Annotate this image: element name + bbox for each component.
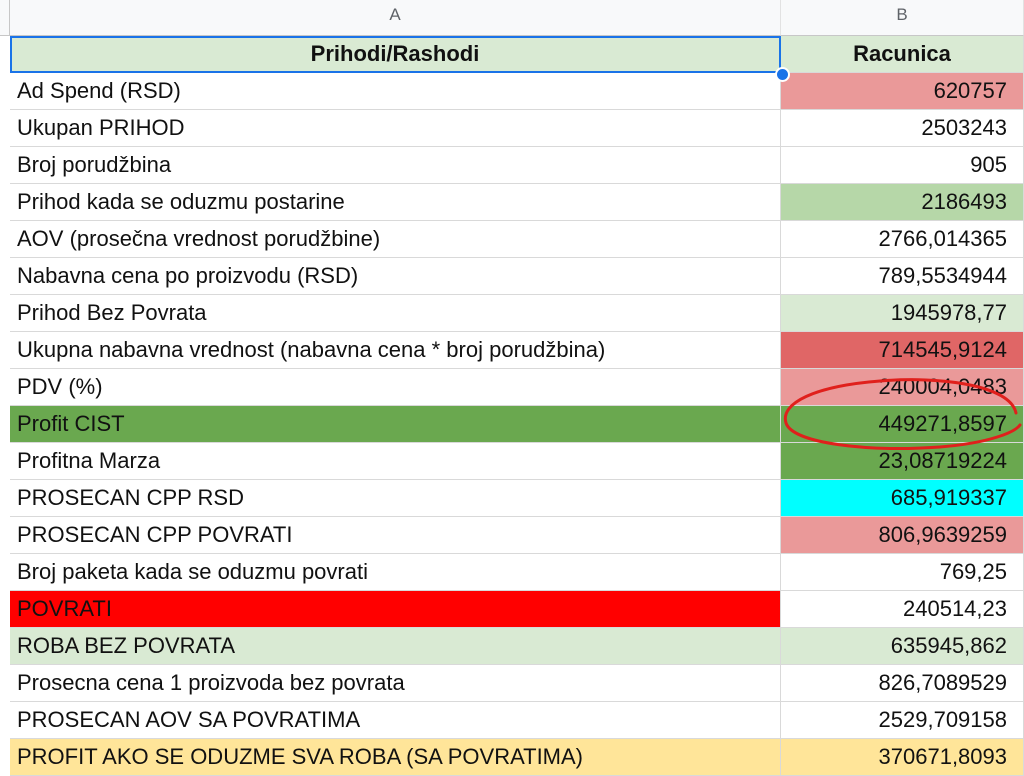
table-row xyxy=(10,406,1024,443)
value-cell[interactable]: 769,25 xyxy=(781,554,1024,591)
table-row xyxy=(10,332,1024,369)
label-cell[interactable]: Broj porudžbina xyxy=(10,147,781,184)
table-row xyxy=(10,258,1024,295)
label-cell[interactable]: Prihod kada se oduzmu postarine xyxy=(10,184,781,221)
value-cell[interactable]: 905 xyxy=(781,147,1024,184)
value-cell[interactable]: 2766,014365 xyxy=(781,221,1024,258)
label-cell[interactable]: PROFIT AKO SE ODUZME SVA ROBA (SA POVRATIMA) xyxy=(10,739,781,776)
table-row xyxy=(10,517,1024,554)
label-cell[interactable]: Prosecna cena 1 proizvoda bez povrata xyxy=(10,665,781,702)
header-row xyxy=(10,36,1024,73)
value-cell[interactable]: 806,9639259 xyxy=(781,517,1024,554)
value-cell[interactable]: 714545,9124 xyxy=(781,332,1024,369)
label-cell[interactable]: PROSECAN AOV SA POVRATIMA xyxy=(10,702,781,739)
label-cell[interactable]: PROSECAN CPP RSD xyxy=(10,480,781,517)
label-cell[interactable]: AOV (prosečna vrednost porudžbine) xyxy=(10,221,781,258)
label-cell[interactable]: Ad Spend (RSD) xyxy=(10,73,781,110)
header-cell-racunica[interactable]: Racunica xyxy=(781,36,1024,73)
label-cell[interactable]: Nabavna cena po proizvodu (RSD) xyxy=(10,258,781,295)
table-row xyxy=(10,73,1024,110)
table-row xyxy=(10,554,1024,591)
value-cell[interactable]: 685,919337 xyxy=(781,480,1024,517)
label-cell[interactable]: Prihod Bez Povrata xyxy=(10,295,781,332)
label-cell[interactable]: Profitna Marza xyxy=(10,443,781,480)
table-row xyxy=(10,591,1024,628)
label-cell[interactable]: Ukupan PRIHOD xyxy=(10,110,781,147)
table-row xyxy=(10,369,1024,406)
label-cell[interactable]: Profit CIST xyxy=(10,406,781,443)
label-cell[interactable]: POVRATI xyxy=(10,591,781,628)
value-cell[interactable]: 1945978,77 xyxy=(781,295,1024,332)
table-row xyxy=(10,184,1024,221)
value-cell[interactable]: 635945,862 xyxy=(781,628,1024,665)
table-row xyxy=(10,295,1024,332)
value-cell[interactable]: 370671,8093 xyxy=(781,739,1024,776)
value-cell[interactable]: 449271,8597 xyxy=(781,406,1024,443)
value-cell[interactable]: 240514,23 xyxy=(781,591,1024,628)
label-cell[interactable]: Broj paketa kada se oduzmu povrati xyxy=(10,554,781,591)
table-row xyxy=(10,628,1024,665)
value-cell[interactable]: 826,7089529 xyxy=(781,665,1024,702)
value-cell[interactable]: 240004,0483 xyxy=(781,369,1024,406)
table-row xyxy=(10,147,1024,184)
column-header-a[interactable]: A xyxy=(10,0,781,36)
table-row xyxy=(10,443,1024,480)
table-row xyxy=(10,221,1024,258)
label-cell[interactable]: PDV (%) xyxy=(10,369,781,406)
select-all-corner[interactable] xyxy=(0,0,10,36)
column-header-b[interactable]: B xyxy=(781,0,1024,36)
value-cell[interactable]: 23,08719224 xyxy=(781,443,1024,480)
value-cell[interactable]: 620757 xyxy=(781,73,1024,110)
value-cell[interactable]: 789,5534944 xyxy=(781,258,1024,295)
table-row xyxy=(10,480,1024,517)
value-cell[interactable]: 2186493 xyxy=(781,184,1024,221)
label-cell[interactable]: Ukupna nabavna vrednost (nabavna cena * broj porudžbina) xyxy=(10,332,781,369)
table-row xyxy=(10,110,1024,147)
label-cell[interactable]: PROSECAN CPP POVRATI xyxy=(10,517,781,554)
table-row xyxy=(10,702,1024,739)
label-cell[interactable]: ROBA BEZ POVRATA xyxy=(10,628,781,665)
value-cell[interactable]: 2529,709158 xyxy=(781,702,1024,739)
selection-fill-handle[interactable] xyxy=(775,67,790,82)
table-row xyxy=(10,665,1024,702)
table-row xyxy=(10,739,1024,776)
value-cell[interactable]: 2503243 xyxy=(781,110,1024,147)
header-cell-prihodi-rashodi[interactable]: Prihodi/Rashodi xyxy=(10,36,781,73)
